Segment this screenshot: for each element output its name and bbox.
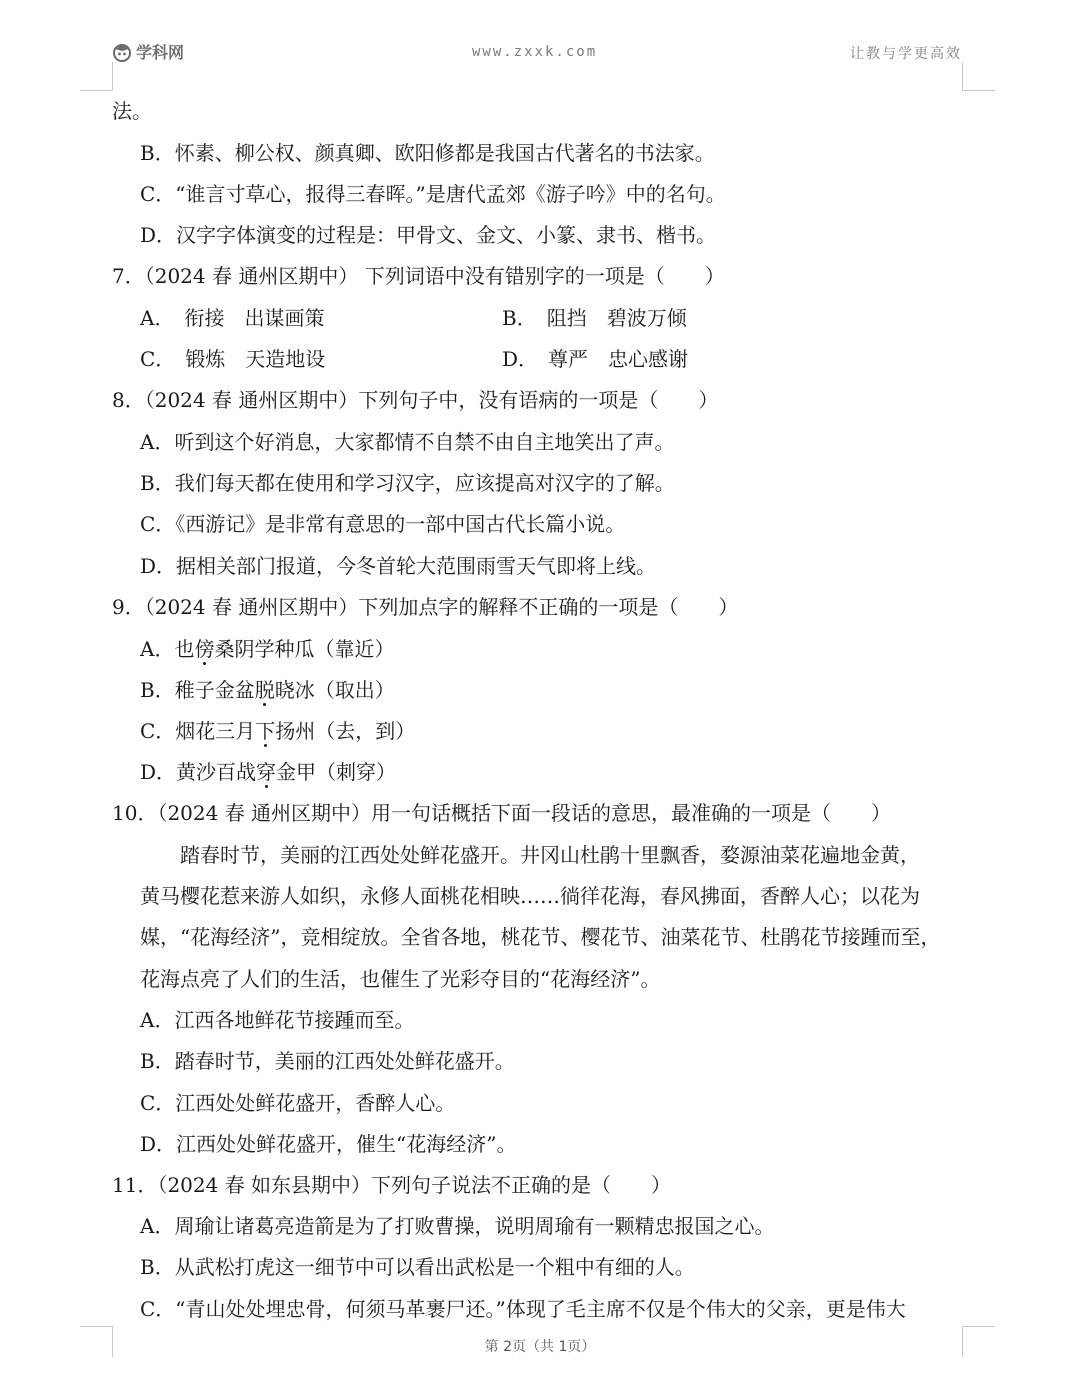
passage-line: 花海点亮了人们的生活，也催生了光彩夺目的“花海经济”。 (140, 967, 661, 991)
option-text: C．烟花三月 (140, 719, 256, 743)
option-10d: D．江西处处鲜花盛开，催生“花海经济”。 (140, 1132, 517, 1156)
option-7b: B． 阻挡 碧波万倾 (502, 306, 687, 330)
option-7d: D． 尊严 忠心感谢 (502, 347, 689, 371)
option-8c: C．《西游记》是非常有意思的一部中国古代长篇小说。 (140, 512, 626, 536)
option-11a: A．周瑜让诸葛亮造箭是为了打败曹操，说明周瑜有一颗精忠报国之心。 (140, 1214, 775, 1238)
option-9a (140, 637, 394, 661)
option-8d: D．据相关部门报道，今冬首轮大范围雨雪天气即将上线。 (140, 554, 657, 578)
option-text: 晓冰（取出） (274, 678, 395, 702)
dotted-char: 脱 (254, 678, 275, 702)
logo-text: 学科网 (136, 43, 185, 62)
option-text: A．也 (140, 637, 195, 661)
option-10b: B．踏春时节，美丽的江西处处鲜花盛开。 (140, 1049, 515, 1073)
option-10c: C．江西处处鲜花盛开，香醉人心。 (140, 1091, 456, 1115)
option-text: D．黄沙百战 (140, 760, 257, 784)
option-line: C．“谁言寸草心，报得三春晖。”是唐代孟郊《游子吟》中的名句。 (140, 182, 726, 206)
passage-line: 黄马樱花惹来游人如织，永修人面桃花相映……徜徉花海，春风拂面，香醉人心；以花为 (140, 884, 920, 908)
option-11c: C．“青山处处埋忠骨，何须马革裹尸还。”体现了毛主席不仅是个伟大的父亲，更是伟大 (140, 1297, 906, 1321)
passage-line: 媒，“花海经济”，竞相绽放。全省各地，桃花节、樱花节、油菜花节、杜鹃花节接踵而至， (140, 925, 941, 949)
dotted-char: 下 (255, 719, 276, 743)
question-10: 10．（2024 春 通州区期中）用一句话概括下面一段话的意思，最准确的一项是（ ） (112, 801, 892, 825)
question-8: 8．（2024 春 通州区期中）下列句子中，没有语病的一项是（ ） (112, 388, 719, 412)
option-10a: A．江西各地鲜花节接踵而至。 (140, 1008, 415, 1032)
question-11: 11．（2024 春 如东县期中）下列句子说法不正确的是（ ） (112, 1173, 672, 1197)
option-9b (140, 678, 395, 702)
page-header (112, 38, 962, 68)
crop-mark-top-right (962, 62, 995, 91)
question-7: 7．（2024 春 通州区期中） 下列词语中没有错别字的一项是（ ） (112, 264, 725, 288)
option-9c (140, 719, 415, 743)
crop-mark-top-left (80, 62, 113, 91)
option-8b: B．我们每天都在使用和学习汉字，应该提高对汉字的了解。 (140, 471, 675, 495)
site-logo (112, 40, 184, 63)
option-7a: A． 衔接 出谋画策 (140, 306, 325, 330)
option-11b: B．从武松打虎这一细节中可以看出武松是一个粗中有细的人。 (140, 1255, 695, 1279)
option-9d (140, 760, 396, 784)
option-line: B．怀素、柳公权、颜真卿、欧阳修都是我国古代著名的书法家。 (140, 141, 715, 165)
option-text: B．稚子金盆 (140, 678, 255, 702)
option-text: 金甲（刺穿） (276, 760, 397, 784)
option-8a: A．听到这个好消息，大家都情不自禁不由自主地笑出了声。 (140, 430, 675, 454)
option-text: 扬州（去，到） (275, 719, 416, 743)
dotted-char: 穿 (256, 760, 277, 784)
text-line: 法。 (112, 99, 152, 123)
option-text: 桑阴学种瓜（靠近） (214, 637, 395, 661)
question-9: 9．（2024 春 通州区期中）下列加点字的解释不正确的一项是（ ） (112, 595, 739, 619)
site-url: www.zxxk.com (472, 44, 598, 60)
option-7c: C． 锻炼 天造地设 (140, 347, 326, 371)
page-footer: 第 2页（共 1页） (484, 1339, 596, 1355)
site-slogan: 让教与学更高效 (850, 46, 962, 62)
option-line: D．汉字字体演变的过程是：甲骨文、金文、小篆、隶书、楷书。 (140, 223, 717, 247)
dotted-char: 傍 (194, 637, 215, 661)
passage-line: 踏春时节，美丽的江西处处鲜花盛开。井冈山杜鹃十里飘香，婺源油菜花遍地金黄， (180, 843, 920, 867)
logo-icon (112, 42, 132, 62)
